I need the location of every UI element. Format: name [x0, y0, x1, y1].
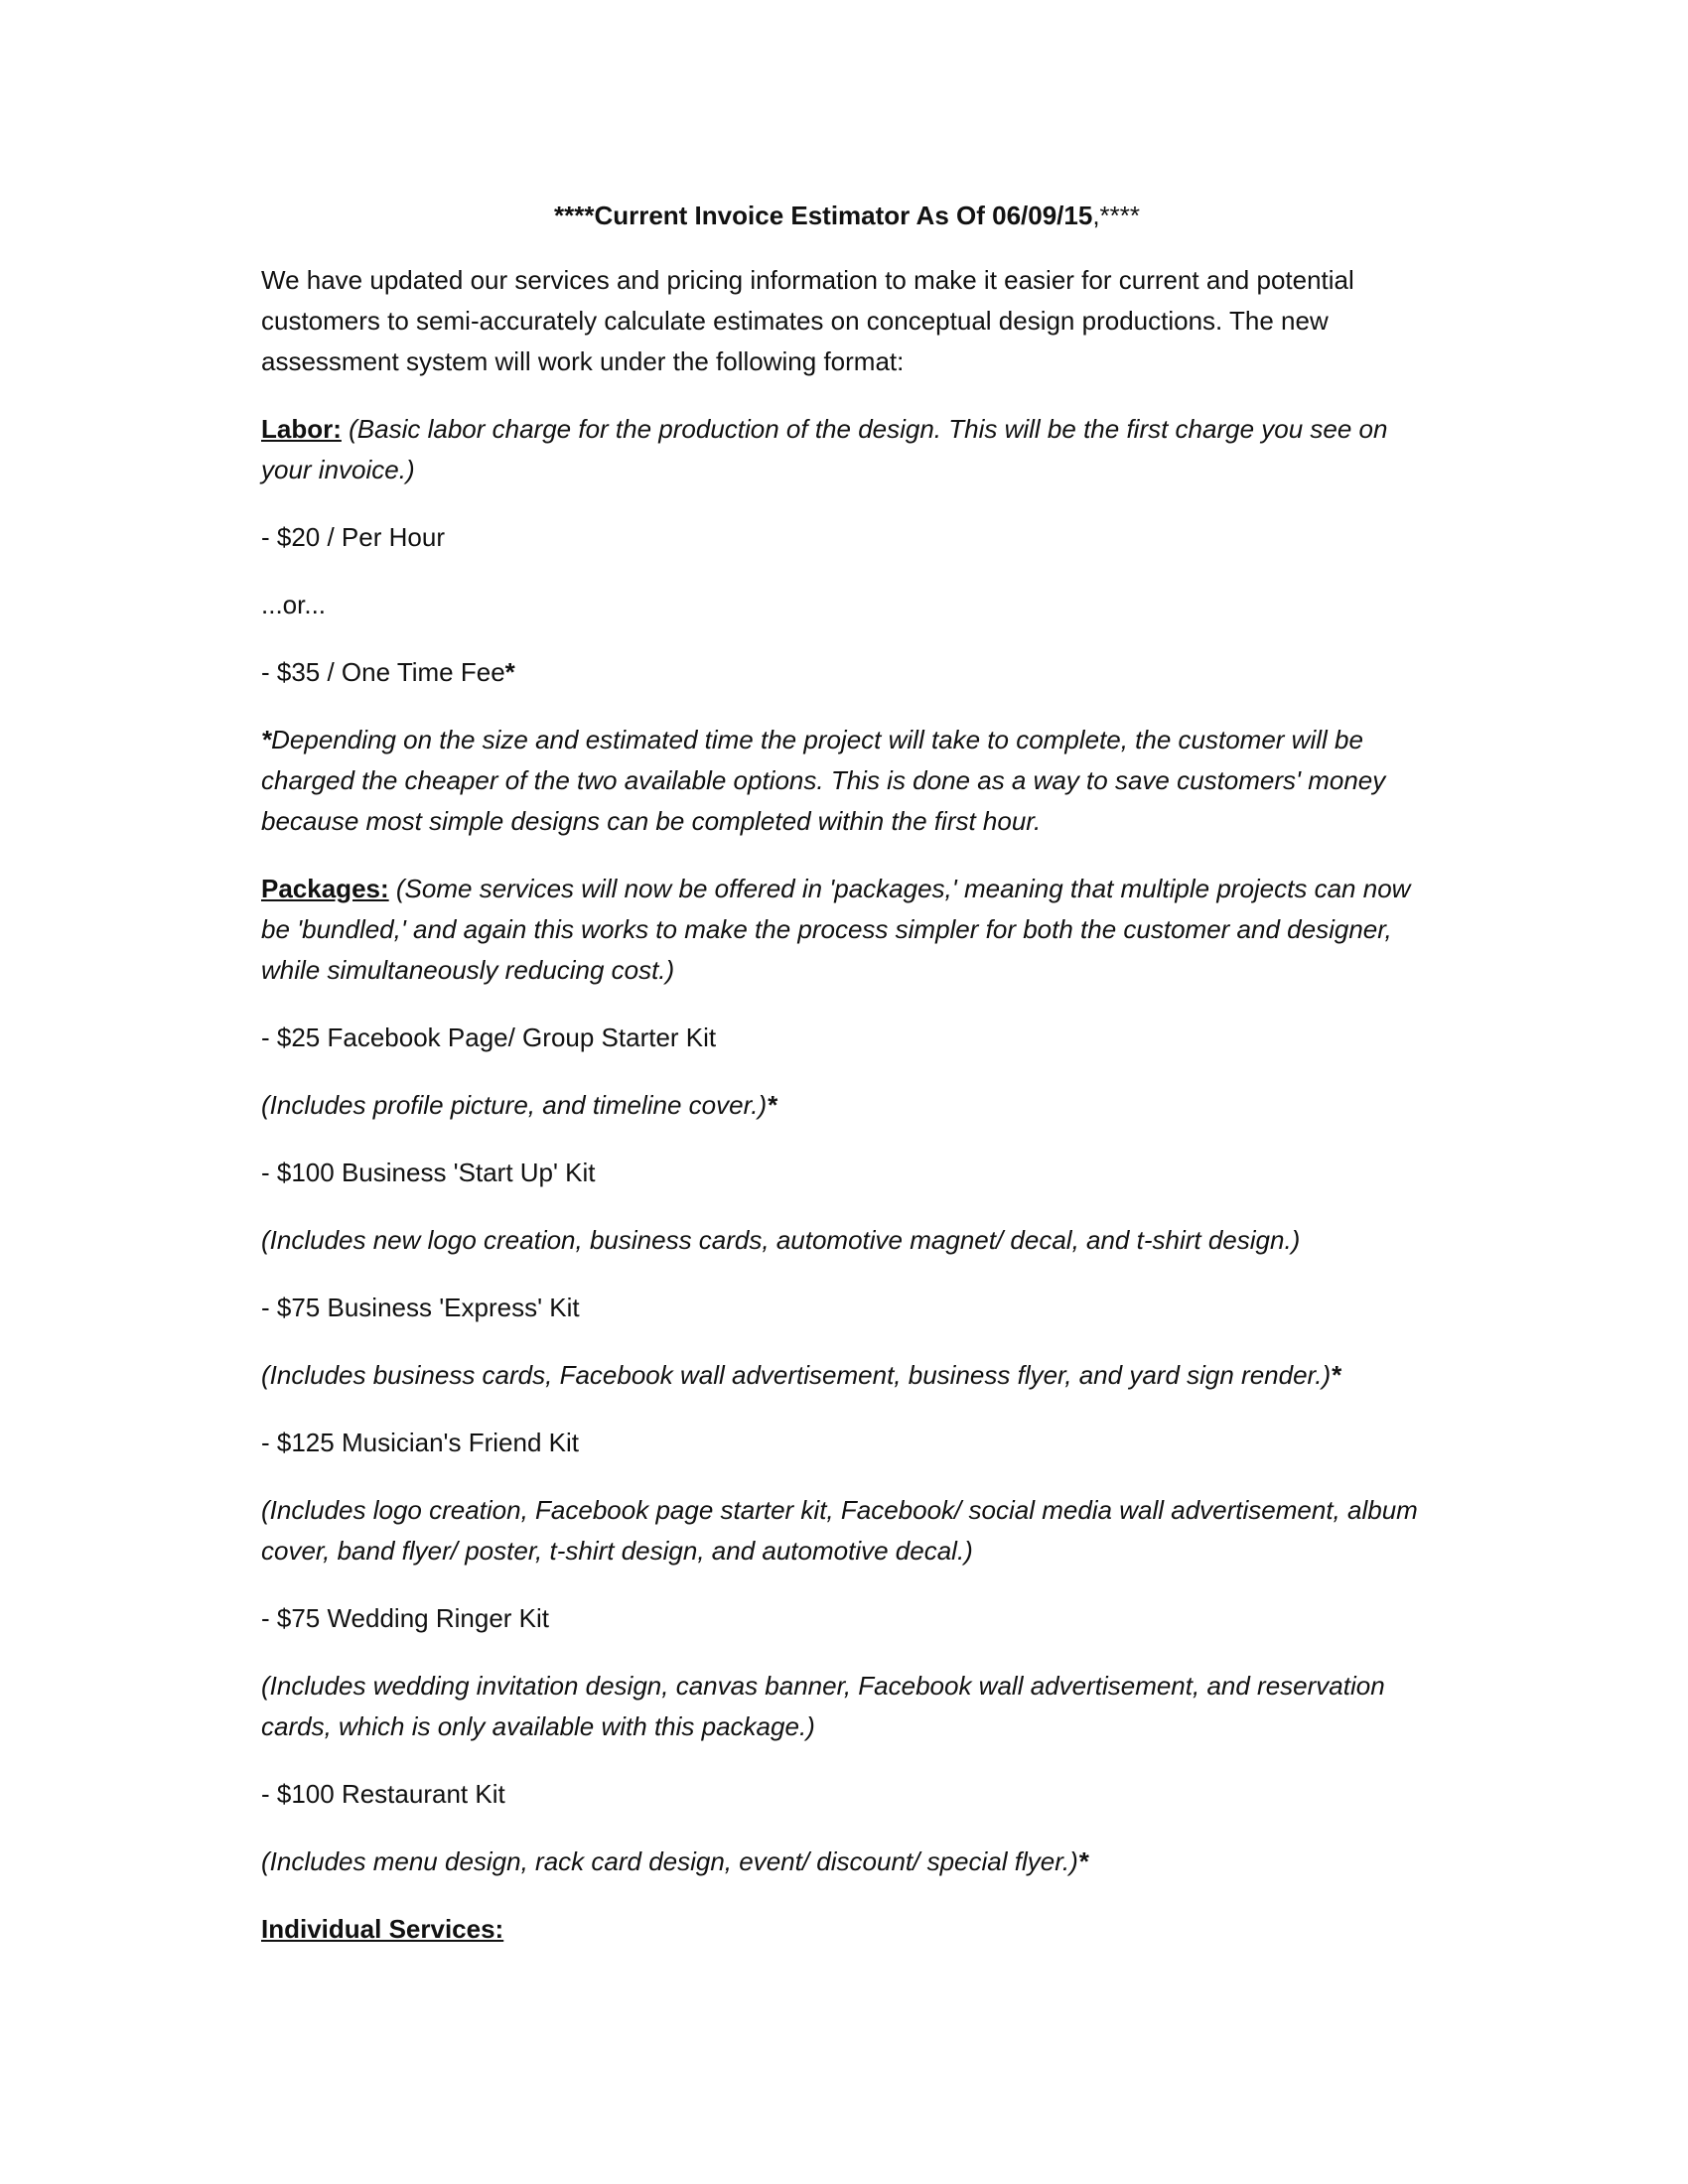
package-details-text: (Includes business cards, Facebook wall advertisement, business flyer, and yard sign render.) [261, 1360, 1332, 1390]
labor-description: (Basic labor charge for the production of the design. This will be the first charge you see on your invoice.) [261, 414, 1388, 484]
package-name: - $75 Business 'Express' Kit [261, 1293, 580, 1322]
title-tail: ,**** [1092, 201, 1141, 230]
document-page [261, 195, 1433, 1977]
package-name: - $25 Facebook Page/ Group Starter Kit [261, 1023, 717, 1052]
package-details [261, 1355, 1433, 1396]
labor-option-flat-mark: * [504, 657, 515, 687]
package-details-mark: * [1331, 1360, 1341, 1390]
package-details [261, 1666, 1433, 1747]
labor-note-text: Depending on the size and estimated time the project will take to complete, the customer will be charged the cheaper of the two available options. This is done as a way to save customers' money because most simple designs can be completed within the first hour. [261, 725, 1386, 836]
package-details-text: (Includes menu design, rack card design, event/ discount/ special flyer.) [261, 1846, 1078, 1876]
package-details-mark: * [767, 1090, 777, 1120]
package-details-mark: * [1077, 1846, 1088, 1876]
package-details-text: (Includes new logo creation, business cards, automotive magnet/ decal, and t-shirt design.) [261, 1225, 1301, 1255]
intro-paragraph: We have updated our services and pricing information to make it easier for current and potential customers to semi-accurately calculate estimates on conceptual design productions. The new assessment system will work under the following format: [261, 265, 1354, 376]
individual-services-section [261, 1909, 1433, 1950]
package-details [261, 1842, 1433, 1882]
labor-note [261, 720, 1433, 842]
package-name: - $100 Business 'Start Up' Kit [261, 1158, 596, 1187]
labor-heading: Labor: [261, 414, 342, 444]
package-details-text: (Includes profile picture, and timeline cover.) [261, 1090, 768, 1120]
package-details [261, 1085, 1433, 1126]
package-name: - $75 Wedding Ringer Kit [261, 1603, 550, 1633]
labor-section [261, 409, 1433, 490]
labor-option-flat [261, 652, 1433, 693]
packages-description: (Some services will now be offered in 'packages,' meaning that multiple projects can now be 'bundled,' and again this works to make the process simpler for both the customer and designer, while simultaneously reducing cost.) [261, 874, 1411, 985]
title-main: ****Current Invoice Estimator As Of 06/09/15 [553, 201, 1093, 230]
package-details-text: (Includes wedding invitation design, canvas banner, Facebook wall advertisement, and reservation cards, which is only available with this package.) [261, 1671, 1385, 1741]
packages-heading: Packages: [261, 874, 389, 903]
packages-section [261, 869, 1433, 991]
labor-separator: ...or... [261, 590, 327, 619]
individual-services-heading: Individual Services: [261, 1914, 504, 1944]
document-title [261, 195, 1433, 236]
labor-option-flat-text: - $35 / One Time Fee [261, 657, 505, 687]
labor-note-mark: * [261, 725, 272, 754]
package-details [261, 1490, 1433, 1571]
package-name: - $125 Musician's Friend Kit [261, 1428, 579, 1457]
package-details-text: (Includes logo creation, Facebook page starter kit, Facebook/ social media wall advertisement, album cover, band flyer/ poster, t-shirt design, and automotive decal.) [261, 1495, 1418, 1566]
package-name: - $100 Restaurant Kit [261, 1779, 505, 1809]
package-details [261, 1220, 1433, 1261]
labor-option-hourly: - $20 / Per Hour [261, 522, 445, 552]
